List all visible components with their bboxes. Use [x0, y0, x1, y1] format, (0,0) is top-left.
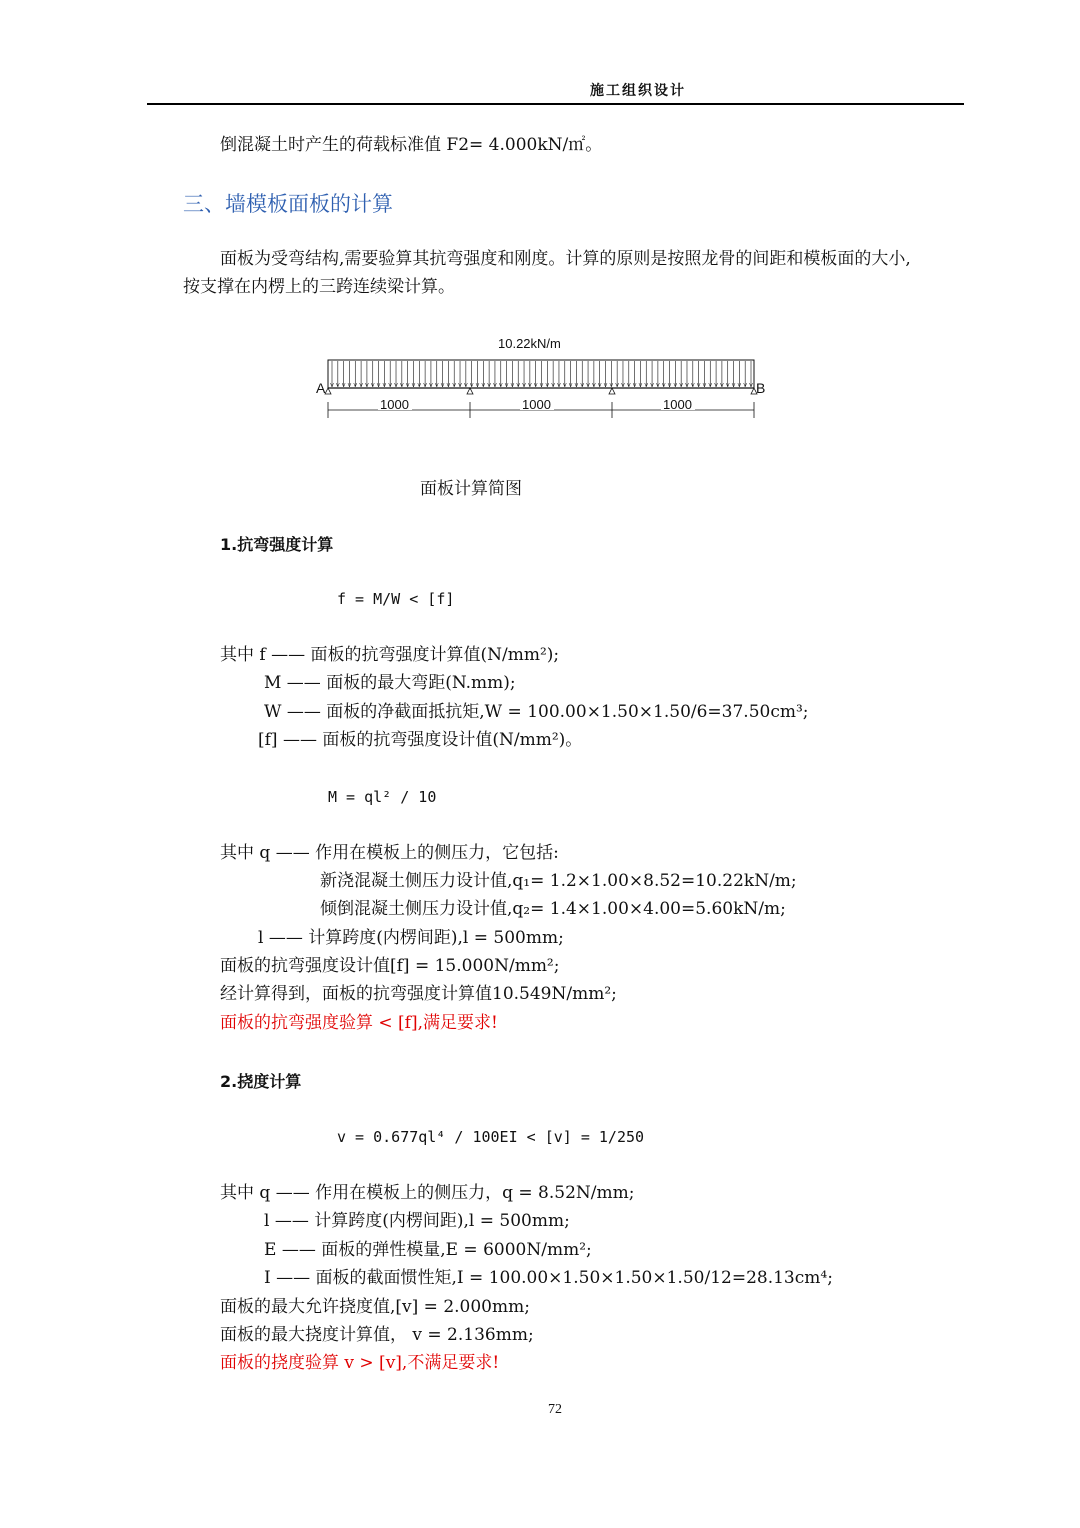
q2-line: 倾倒混凝土侧压力设计值,q₂= 1.4×1.00×4.00=5.60kN/m; — [320, 899, 786, 919]
where-f: 其中 f —— 面板的抗弯强度计算值(N/mm²); — [220, 645, 560, 665]
deflection-result: 面板的挠度验算 v > [v],不满足要求! — [220, 1353, 500, 1373]
span-label-2: 1000 — [522, 397, 551, 412]
header-title: 施工组织设计 — [590, 83, 686, 99]
beam-diagram — [310, 330, 780, 425]
subsection-title-2: 2.挠度计算 — [220, 1072, 302, 1091]
span-line: l —— 计算跨度(内楞间距),l = 500mm; — [258, 928, 564, 948]
support-3 — [609, 388, 615, 394]
where-q: 其中 q —— 作用在模板上的侧压力，它包括: — [220, 843, 559, 863]
section-title: 三、墙模板面板的计算 — [183, 192, 393, 216]
subsection-title-1: 1.抗弯强度计算 — [220, 535, 334, 554]
span-label-1: 1000 — [380, 397, 409, 412]
page-number: 72 — [548, 1402, 562, 1417]
support-label-b: B — [756, 380, 766, 396]
formula-strength: f = M/W < [f] — [337, 590, 455, 608]
support-label-a: A — [316, 380, 326, 396]
paragraph-line-1: 面板为受弯结构,需要验算其抗弯强度和刚度。计算的原则是按照龙骨的间距和模板面的大小, — [220, 249, 911, 269]
formula-moment: M = ql² / 10 — [328, 788, 437, 806]
design-strength: 面板的抗弯强度设计值[f] = 15.000N/mm²; — [220, 956, 560, 976]
computed-strength: 经计算得到，面板的抗弯强度计算值10.549N/mm²; — [220, 984, 617, 1004]
q1-line: 新浇混凝土侧压力设计值,q₁= 1.2×1.00×8.52=10.22kN/m; — [320, 871, 797, 891]
computed-deflection: 面板的最大挠度计算值， v = 2.136mm; — [220, 1325, 534, 1345]
where-w: W —— 面板的净截面抵抗矩,W = 100.00×1.50×1.50/6=37.50cm³; — [264, 702, 809, 722]
where-l: l —— 计算跨度(内楞间距),l = 500mm; — [264, 1211, 570, 1231]
where-i: I —— 面板的截面惯性矩,I = 100.00×1.50×1.50×1.50/12=28.13cm⁴; — [264, 1268, 833, 1288]
strength-result: 面板的抗弯强度验算 < [f],满足要求! — [220, 1013, 498, 1033]
load-label: 10.22kN/m — [498, 336, 561, 351]
intro-line: 倒混凝土时产生的荷载标准值 F2= 4.000kN/㎡。 — [220, 135, 603, 155]
header-divider — [147, 103, 964, 105]
support-2 — [467, 388, 473, 394]
supports — [325, 388, 757, 394]
span-label-3: 1000 — [663, 397, 692, 412]
where-m: M —— 面板的最大弯距(N.mm); — [264, 673, 516, 693]
formula-deflection: v = 0.677ql⁴ / 100EI < [v] = 1/250 — [337, 1128, 645, 1146]
where-f-design: [f] —— 面板的抗弯强度设计值(N/mm²)。 — [258, 730, 583, 750]
paragraph-line-2: 按支撑在内楞上的三跨连续梁计算。 — [183, 277, 455, 297]
allowable-deflection: 面板的最大允许挠度值,[v] = 2.000mm; — [220, 1297, 530, 1317]
where-e: E —— 面板的弹性模量,E = 6000N/mm²; — [264, 1240, 592, 1260]
support-1 — [325, 388, 331, 394]
load-arrows — [331, 361, 753, 387]
load-box — [328, 360, 754, 388]
diagram-caption: 面板计算简图 — [420, 479, 522, 499]
where-q2: 其中 q —— 作用在模板上的侧压力，q = 8.52N/mm; — [220, 1183, 635, 1203]
